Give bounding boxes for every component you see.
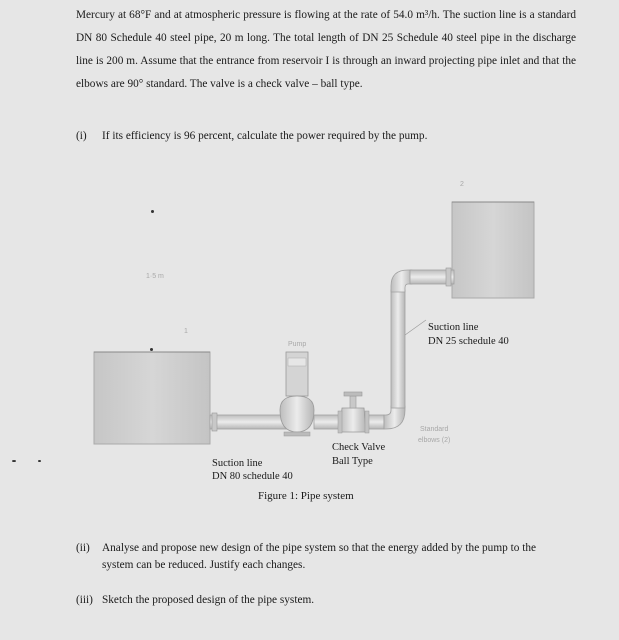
suction-pipe (210, 415, 288, 429)
figure-caption: Figure 1: Pipe system (258, 490, 354, 502)
problem-statement: Mercury at 68°F and at atmospheric pressure is flowing at the rate of 54.0 m³/h. The suction line is a standard DN 80 Schedule 40 steel pipe, 20 m long. The total length of DN 25 Schedule 40 steel pipe in the discharge line is 200 m. Assume that the entrance from reservoir I is through an inward projecting pipe inlet and that the elbows are 90° standard. The valve is a check valve – ball type. (76, 9, 576, 90)
pump (280, 352, 314, 436)
reservoir-2-label: 2 (460, 181, 464, 188)
check-valve-label: Check Valve (332, 442, 386, 453)
check-valve (338, 392, 369, 433)
stray-mark (12, 460, 16, 462)
discharge-line-spec: DN 25 schedule 40 (428, 336, 509, 347)
stray-mark (151, 210, 154, 213)
lower-elbow (384, 406, 405, 429)
question-1-text: If its efficiency is 96 percent, calculate the power required by the pump. (102, 130, 428, 142)
reservoir-1 (94, 352, 210, 444)
pump-label: Pump (288, 341, 307, 348)
reservoir-2 (452, 202, 534, 298)
question-3-text: Sketch the proposed design of the pipe system. (102, 594, 315, 606)
suction-line-label: Suction line (212, 458, 263, 469)
suction-line-spec: DN 80 schedule 40 (212, 471, 293, 482)
question-2-number: (ii) (76, 542, 90, 554)
stray-mark (38, 460, 41, 462)
discharge-pipe-vertical (391, 290, 405, 408)
upper-elbow (391, 270, 412, 292)
elevation-label: 1·5 m (146, 273, 164, 280)
question-3-number: (iii) (76, 594, 93, 606)
elbows-label-line-2: elbows (2) (418, 437, 451, 444)
reservoir-1-label: 1 (184, 328, 188, 335)
discharge-line-label: Suction line (428, 322, 479, 333)
question-1-number: (i) (76, 130, 87, 142)
check-valve-type: Ball Type (332, 456, 373, 467)
stray-mark (150, 348, 153, 351)
question-2-text: Analyse and propose new design of the pipe system so that the energy added by the pump to the system can be reduced. Justify each changes. (102, 542, 536, 571)
elbows-label-line-1: Standard (420, 426, 449, 433)
